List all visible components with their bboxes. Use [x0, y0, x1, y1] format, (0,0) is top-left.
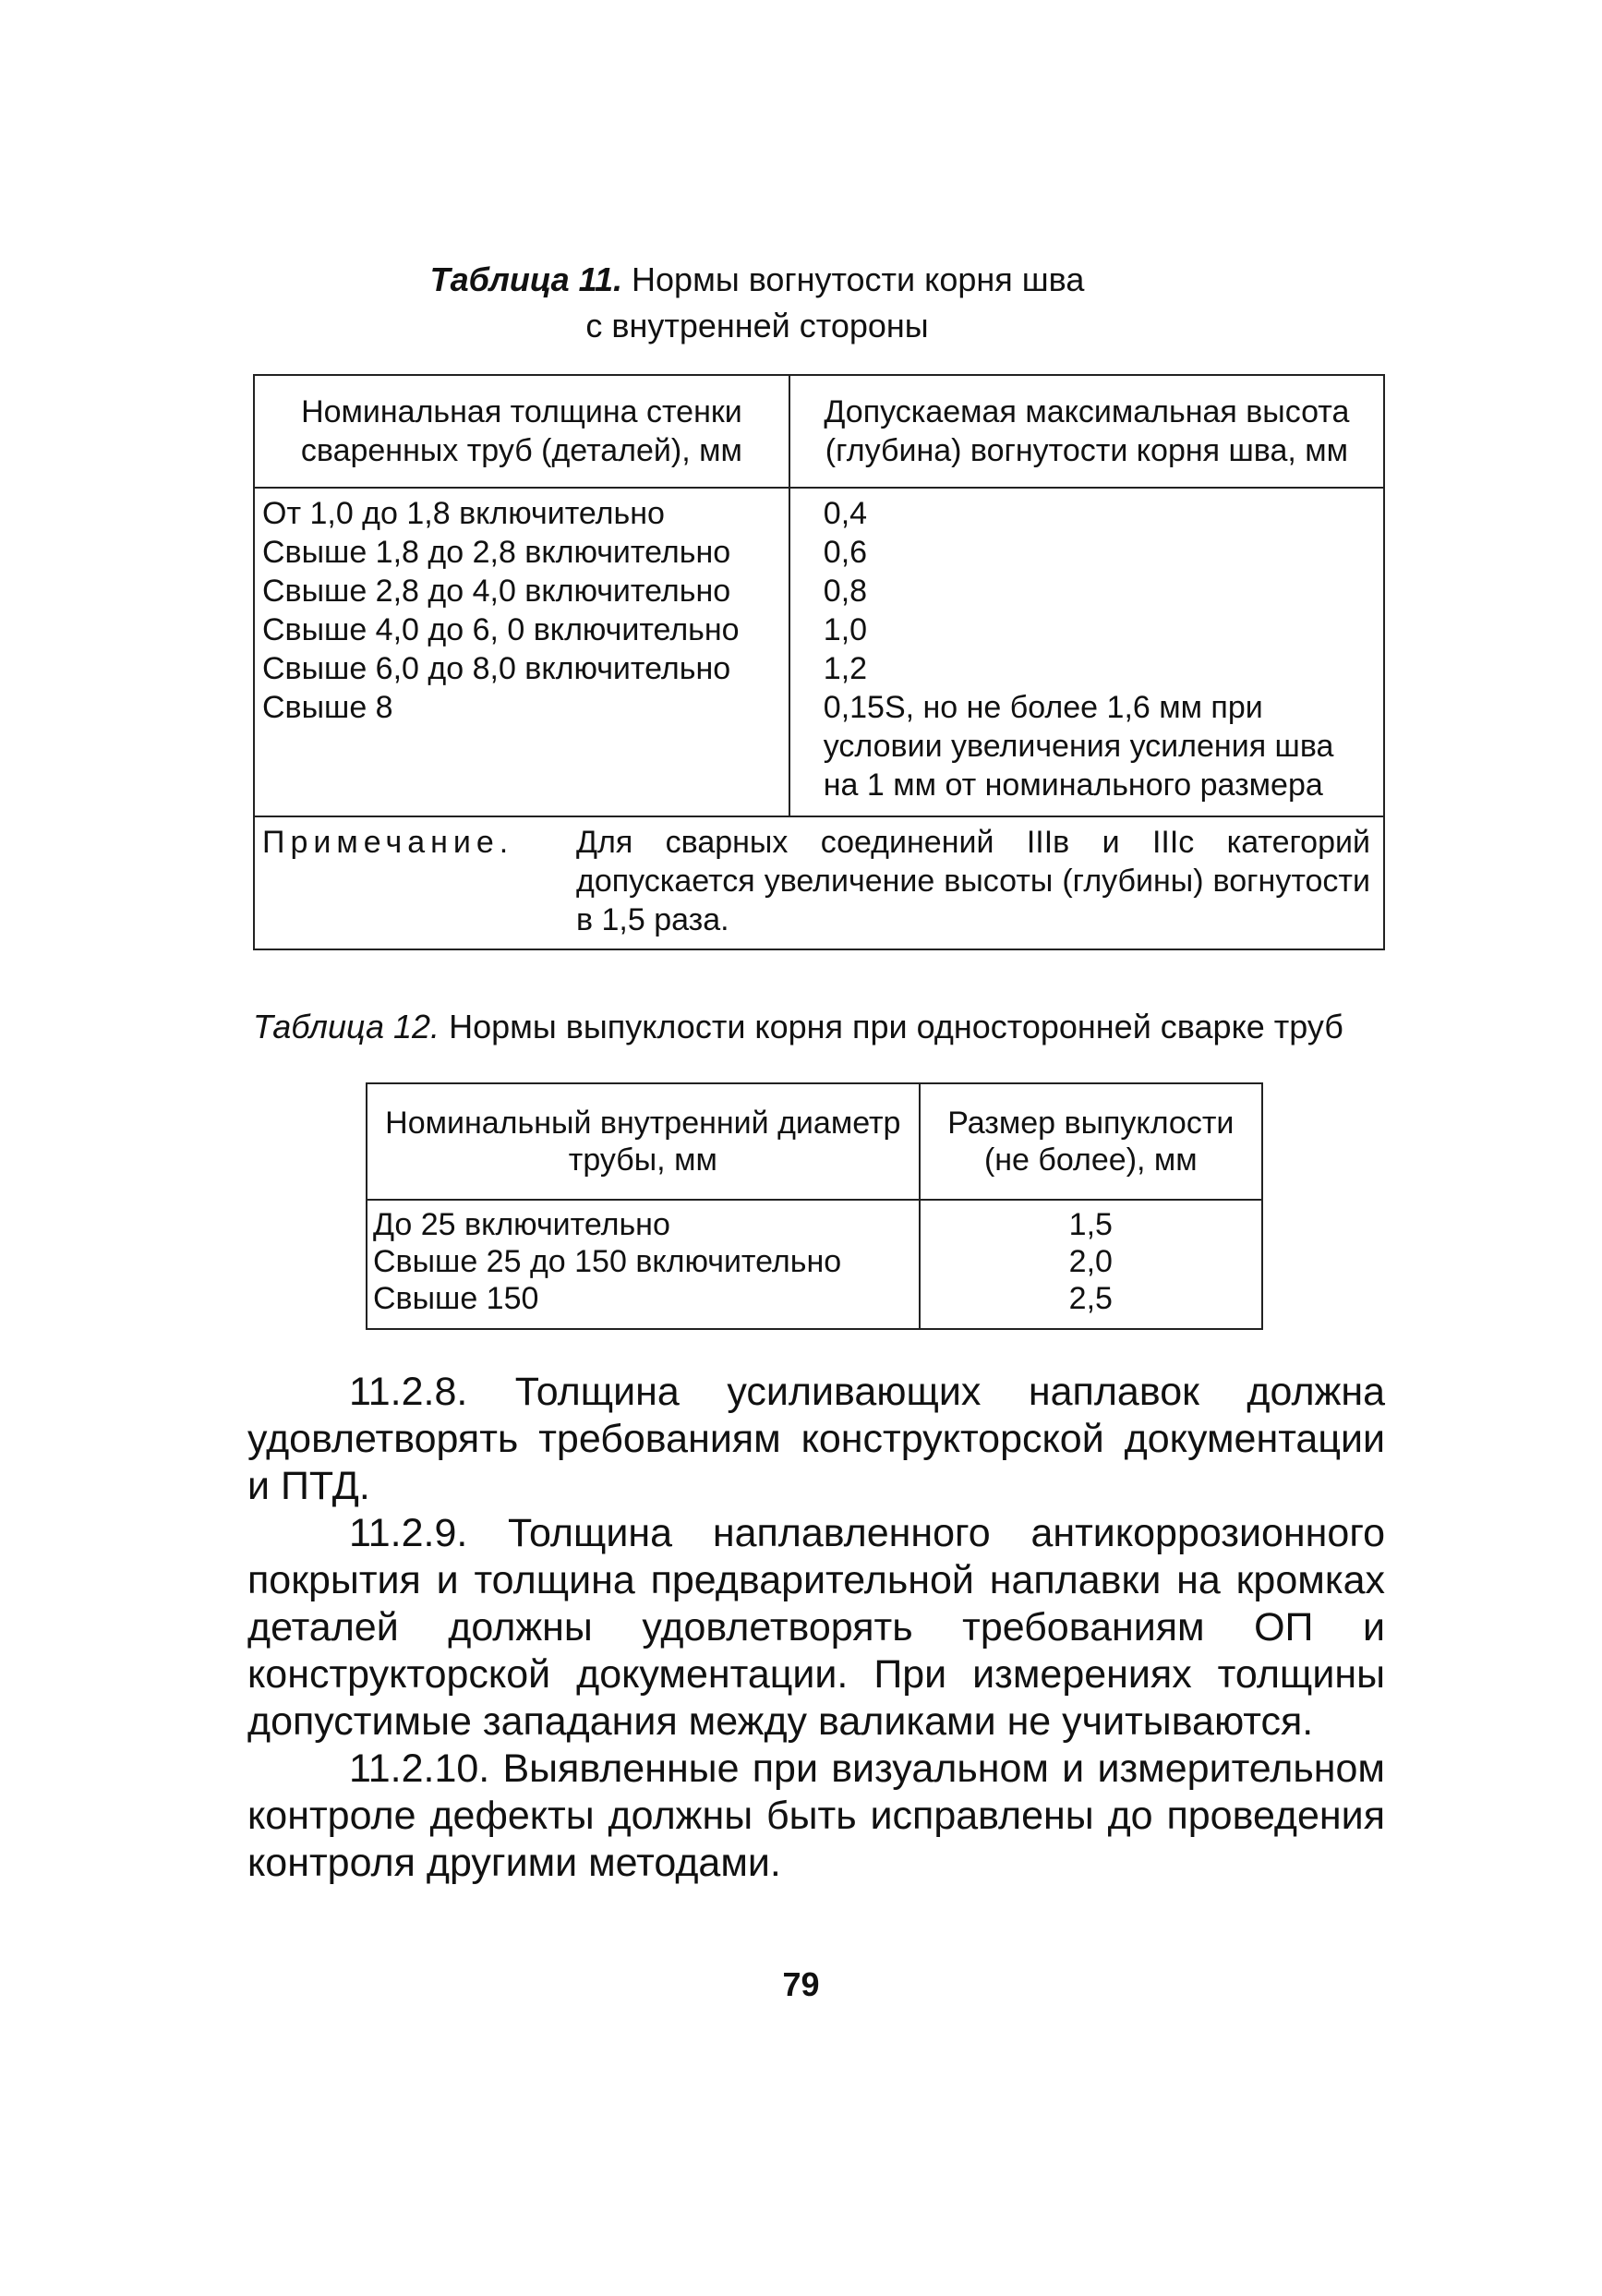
table12-header-diameter: Номинальный внутренний диаметр трубы, мм: [367, 1083, 920, 1200]
table12-header-row: [367, 1083, 1262, 1200]
table12-body-row: [367, 1200, 1262, 1329]
table-cell: 0,8: [823, 574, 868, 609]
page-number: 79: [782, 1965, 820, 2003]
table-cell: 2,0: [1068, 1244, 1113, 1279]
table-cell: Свыше 6,0 до 8,0 включительно: [262, 651, 731, 686]
table11-thickness-column: [254, 488, 789, 816]
table12-caption: [253, 1005, 1385, 1049]
table-cell: От 1,0 до 1,8 включительно: [262, 496, 665, 531]
table-cell: 2,5: [1068, 1281, 1113, 1316]
table12-diameter-column: [367, 1200, 920, 1329]
table11-header-thickness: Номинальная толщина стенки сваренных труб (деталей), мм: [254, 375, 789, 488]
table11-caption-line1: [249, 257, 1265, 303]
table12-size-column: [920, 1200, 1262, 1329]
table-cell: Свыше 25 до 150 включительно: [373, 1244, 842, 1279]
table-cell: Свыше 150: [373, 1281, 539, 1316]
table11-header-row: [254, 375, 1384, 488]
table11-note-label: Примечание.: [262, 825, 514, 860]
table11-note-text: Для сварных соединений IIIв и IIIс категорий допускается увеличение высоты (глубины) вогнутости в 1,5 раза.: [576, 825, 1370, 937]
table-cell: 0,4: [823, 496, 868, 531]
paragraph-11-2-8: 11.2.8. Толщина усиливающих наплавок должна удовлетворять требованиям конструкторской документации и ПТД.: [247, 1370, 1385, 1508]
table11-caption-line2: с внутренней стороны: [585, 307, 929, 344]
paragraph-11-2-9: 11.2.9. Толщина наплавленного антикоррозионного покрытия и толщина предварительной наплавки на кромках деталей должны удовлетворять требованиям ОП и конструкторской документации. При измерениях толщины допустимые западания между валиками не учитываются.: [247, 1511, 1385, 1744]
table11-body-row: [254, 488, 1384, 816]
table-cell: 0,6: [823, 535, 868, 570]
table11-note-cell: [254, 816, 1384, 949]
paragraph-11-2-10: 11.2.10. Выявленные при визуальном и измерительном контроле дефекты должны быть исправлены до проведения контроля другими методами.: [247, 1746, 1385, 1885]
table11-value-column: [789, 488, 1384, 816]
table11-caption: [249, 257, 1265, 349]
table11-caption-title: Нормы вогнутости корня шва: [632, 260, 1085, 298]
table-cell: 0,15S, но не более 1,6 мм при условии увеличения усиления шва на 1 мм от номинального размера: [823, 690, 1334, 803]
table-cell: Свыше 4,0 до 6, 0 включительно: [262, 612, 740, 647]
table12-caption-label: Таблица 12.: [253, 1008, 440, 1045]
table-cell: 1,0: [823, 612, 868, 647]
table12-caption-title: Нормы выпуклости корня при односторонней сварке труб: [449, 1008, 1343, 1045]
body-text: [247, 1369, 1385, 1887]
table11-note-row: [254, 816, 1384, 949]
table11-caption-label: Таблица 11.: [429, 260, 623, 298]
table-cell: Свыше 2,8 до 4,0 включительно: [262, 574, 731, 609]
table-cell: Свыше 1,8 до 2,8 включительно: [262, 535, 731, 570]
table-cell: 1,5: [1068, 1207, 1113, 1242]
table-cell: Свыше 8: [262, 690, 393, 725]
table-cell: 1,2: [823, 651, 868, 686]
table-cell: До 25 включительно: [373, 1207, 670, 1242]
table12: [366, 1082, 1263, 1330]
table12-header-size: Размер выпуклости (не более), мм: [920, 1083, 1262, 1200]
table11: [253, 374, 1385, 950]
table11-header-max-height: Допускаемая максимальная высота (глубина) вогнутости корня шва, мм: [789, 375, 1384, 488]
